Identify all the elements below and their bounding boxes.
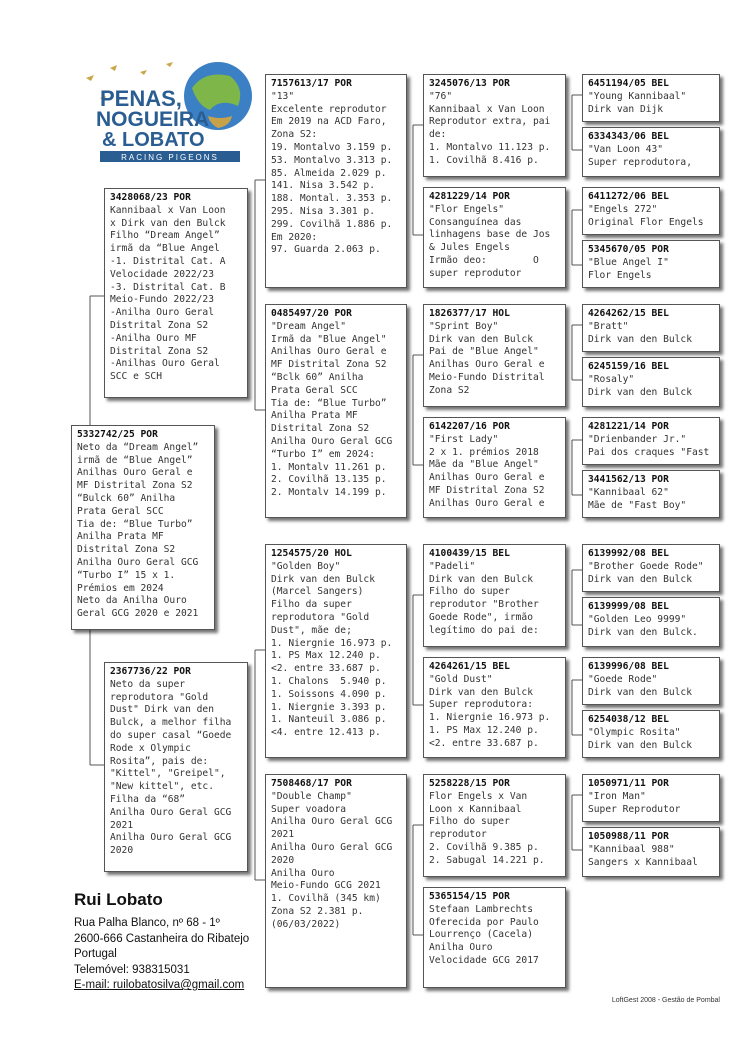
note-line: 1. PS Max 12.240 p. xyxy=(271,650,381,662)
logo-line-3: & LOBATO xyxy=(102,129,205,151)
ring-number: 4100439/15 BEL xyxy=(429,548,510,559)
owner-city: 2600-666 Castanheira do Ribatejo xyxy=(74,932,250,945)
note-line: Dirk van den Bulck xyxy=(271,573,375,585)
note-line: "Engels 272" xyxy=(588,203,658,215)
note-line: Rode x Olympic xyxy=(110,742,191,754)
note-line: reprodutor "Brother xyxy=(429,599,539,611)
pigeon-card-g4-12[interactable] xyxy=(582,710,720,758)
note-line: 85. Almeida 2.029 p. xyxy=(271,167,387,179)
note-line: de: xyxy=(429,129,447,141)
note-line: "Flor Engels" xyxy=(429,203,505,215)
note-line: x Dirk van den Bulck xyxy=(110,217,226,229)
note-line: "New kittel", etc. xyxy=(110,781,214,793)
pigeon-notes xyxy=(588,727,714,753)
pigeon-card-g4-6[interactable] xyxy=(582,357,720,407)
logo-line-2: NOGUEIRA xyxy=(96,108,210,131)
pigeon-card-g3-3[interactable] xyxy=(423,304,566,407)
note-line: "Drienbander Jr." xyxy=(588,433,687,445)
note-line: Anilha Prata MF xyxy=(271,410,358,422)
note-line: 1. Nanteuil 3.086 p. xyxy=(271,714,387,726)
note-line: irmã de “Blue Angel” xyxy=(77,454,193,466)
note-line: "Van Loon 43" xyxy=(588,143,664,155)
note-line: Velocidade GCG 2017 xyxy=(429,954,539,966)
note-line: Zona S2 xyxy=(429,384,470,396)
note-line: MF Distrital Zona S2 xyxy=(77,480,193,492)
pigeon-notes xyxy=(588,791,714,817)
logo-graphic xyxy=(80,58,258,166)
note-line: "Kannibaal 988" xyxy=(588,843,675,855)
note-line: Flor Engels xyxy=(588,269,652,281)
note-line: Neto da super xyxy=(110,678,186,690)
note-line: "Gold Dust" xyxy=(429,673,493,685)
note-line: <2. entre 33.687 p. xyxy=(271,663,381,675)
note-line: “Bclk 60” Anilha xyxy=(271,371,364,383)
note-line: Dirk van den Bulck xyxy=(588,386,692,398)
note-line: Anilha Ouro xyxy=(429,942,493,954)
pigeon-notes xyxy=(588,674,714,700)
pigeon-card-g4-4[interactable] xyxy=(582,240,720,288)
ring-number: 1826377/17 HOL xyxy=(429,308,510,319)
note-line: "Young Kannibaal" xyxy=(588,90,687,102)
note-line: 53. Montalvo 3.313 p. xyxy=(271,154,393,166)
note-line: Oferecida por Paulo xyxy=(429,916,539,928)
note-line: "Blue Angel I" xyxy=(588,256,669,268)
note-line: Stefaan Lambrechts xyxy=(429,903,533,915)
note-line: 1. Soissons 4.090 p. xyxy=(271,688,387,700)
note-line: Anilha Ouro Geral GCG xyxy=(271,841,393,853)
ring-number: 7508468/17 POR xyxy=(271,778,352,789)
pigeon-notes xyxy=(429,561,560,638)
note-line: 188. Montal. 3.353 p. xyxy=(271,193,393,205)
note-line: 1. Covilhã (345 km) xyxy=(271,893,381,905)
note-line: 1. Montalvo 11.123 p. xyxy=(429,141,551,153)
loft-logo xyxy=(80,58,258,166)
note-line: MF Distrital Zona S2 xyxy=(429,484,545,496)
note-line: legítimo do pai de: xyxy=(429,624,539,636)
note-line: -Anilhas Ouro Geral xyxy=(110,358,220,370)
pigeon-card-g4-3[interactable] xyxy=(582,187,720,235)
pigeon-card-g3-8[interactable] xyxy=(423,887,566,988)
note-line: Filho da super xyxy=(271,599,352,611)
note-line: 295. Nisa 3.301 p. xyxy=(271,205,375,217)
pigeon-card-g3-6[interactable] xyxy=(423,657,566,758)
pigeon-card-g4-11[interactable] xyxy=(582,657,720,705)
ring-number: 5332742/25 POR xyxy=(77,429,158,440)
pigeon-notes xyxy=(271,321,401,500)
note-line: Anilha Ouro Geral GCG xyxy=(110,806,232,818)
pigeon-card-g4-7[interactable] xyxy=(582,417,720,465)
note-line: "Kittel", "Greipel", xyxy=(110,768,226,780)
note-line: Tia de: “Blue Turbo” xyxy=(77,518,193,530)
note-line: Excelente reprodutor xyxy=(271,103,387,115)
owner-address: Rua Palha Blanco, nº 68 - 1º xyxy=(74,917,220,929)
note-line: Meio-Fundo 2022/23 xyxy=(110,294,214,306)
ring-number: 6334343/06 BEL xyxy=(588,131,669,142)
ring-number: 6451194/05 BEL xyxy=(588,78,669,89)
note-line: Reprodutor extra, pai xyxy=(429,116,551,128)
note-line: Dirk van den Bulck xyxy=(588,333,692,345)
ring-number: 6139996/08 BEL xyxy=(588,661,669,672)
pigeon-notes xyxy=(588,257,714,283)
ring-number: 1050988/11 POR xyxy=(588,831,669,842)
note-line: "Kannibaal 62" xyxy=(588,486,669,498)
note-line: Kannibaal x Van Loon xyxy=(429,103,545,115)
note-line: "Brother Goede Rode" xyxy=(588,560,704,572)
note-line: 1. Chalons 5.940 p. xyxy=(271,675,387,687)
pigeon-notes xyxy=(429,904,560,968)
ring-number: 6139999/08 BEL xyxy=(588,601,669,612)
note-line: Filha da “68” xyxy=(110,793,186,805)
pigeon-notes xyxy=(429,321,560,398)
note-line: Prata Geral SCC xyxy=(271,384,358,396)
note-line: 1. PS Max 12.240 p. xyxy=(429,724,539,736)
note-line: Anilhas Ouro Geral e xyxy=(429,359,545,371)
pigeon-notes xyxy=(110,205,242,384)
note-line: 2. Covilhã 13.135 p. xyxy=(271,474,387,486)
note-line: Filho “Dream Angel” xyxy=(110,230,220,242)
note-line: <2. entre 33.687 p. xyxy=(429,737,539,749)
note-line: Dust" Dirk van den xyxy=(110,704,214,716)
pigeon-notes xyxy=(588,844,714,870)
note-line: 1. Niergnie 16.973 p. xyxy=(271,637,393,649)
owner-country: Portugal xyxy=(74,948,117,960)
note-line: -1. Distrital Cat. A xyxy=(110,255,226,267)
note-line: Pai dos craques "Fast xyxy=(588,446,710,458)
ring-number: 3428068/23 POR xyxy=(110,192,191,203)
note-line: Irmão deo: O xyxy=(429,254,539,266)
owner-phone: Telemóvel: 938315031 xyxy=(74,963,190,976)
note-line: Lourrenço (Cacela) xyxy=(429,929,533,941)
pigeon-card-g2-1[interactable] xyxy=(265,74,407,288)
note-line: 299. Covilhã 1.886 p. xyxy=(271,218,393,230)
pigeon-card-g4-10[interactable] xyxy=(582,597,720,647)
ring-number: 1254575/20 HOL xyxy=(271,548,352,559)
note-line: Em 2020: xyxy=(271,231,318,243)
note-line: Anilhas Ouro Geral e xyxy=(271,346,387,358)
ring-number: 3441562/13 POR xyxy=(588,474,669,485)
ring-number: 7157613/17 POR xyxy=(271,78,352,89)
pigeon-notes xyxy=(588,374,714,400)
note-line: Goede Rode", irmão xyxy=(429,611,533,623)
note-line: "Iron Man" xyxy=(588,790,646,802)
pigeon-notes xyxy=(271,561,401,740)
note-line: 141. Nisa 3.542 p. xyxy=(271,180,375,192)
pigeon-card-g3-7[interactable] xyxy=(423,774,566,877)
pigeon-notes xyxy=(429,204,560,281)
owner-details xyxy=(74,890,249,994)
note-line: 2021 xyxy=(271,829,295,841)
ring-number: 1050971/11 POR xyxy=(588,778,669,789)
note-line: Loon x Kannibaal xyxy=(429,803,522,815)
note-line: Anilha Prata MF xyxy=(77,531,164,543)
note-line: Dirk van den Bulck xyxy=(588,573,692,585)
pigeon-notes xyxy=(588,91,714,117)
pigeon-notes xyxy=(588,487,714,513)
note-line: “Turbo I” 15 x 1. xyxy=(77,569,176,581)
pigeon-card-g3-2[interactable] xyxy=(423,187,566,288)
note-line: Em 2019 na ACD Faro, xyxy=(271,116,387,128)
pigeon-notes xyxy=(429,791,560,868)
ring-number: 5258228/15 POR xyxy=(429,778,510,789)
note-line: -Anilha Ouro MF xyxy=(110,332,197,344)
note-line: <4. entre 12.413 p. xyxy=(271,727,381,739)
note-line: "Golden Leo 9999" xyxy=(588,613,687,625)
note-line: 1. Montalv 11.261 p. xyxy=(271,461,387,473)
note-line: Dirk van den Bulck xyxy=(429,333,533,345)
note-line: Neto da “Dream Angel” xyxy=(77,441,199,453)
note-line: Bulck, a melhor filha xyxy=(110,717,232,729)
note-line: Super voadora xyxy=(271,803,347,815)
ring-number: 6245159/16 BEL xyxy=(588,361,669,372)
pigeon-notes xyxy=(588,434,714,460)
note-line: 2. Sabugal 14.221 p. xyxy=(429,854,545,866)
ring-number: 3245076/13 POR xyxy=(429,78,510,89)
note-line: -3. Distrital Cat. B xyxy=(110,281,226,293)
note-line: "Padeli" xyxy=(429,560,476,572)
note-line: Filho do super xyxy=(429,586,510,598)
note-line: Dirk van den Bulck xyxy=(429,573,533,585)
pigeon-notes xyxy=(110,679,242,858)
pigeon-notes xyxy=(588,321,714,347)
note-line: 19. Montalvo 3.159 p. xyxy=(271,141,393,153)
note-line: 2. Montalv 14.199 p. xyxy=(271,487,387,499)
note-line: 1. Covilhã 8.416 p. xyxy=(429,154,539,166)
note-line: "76" xyxy=(429,90,453,102)
note-line: "Double Champ" xyxy=(271,790,352,802)
note-line: 1. Niergnie 16.973 p. xyxy=(429,712,551,724)
pigeon-card-dam[interactable] xyxy=(104,662,248,872)
pigeon-notes xyxy=(588,614,714,640)
note-line: Rosita”, pais de: xyxy=(110,755,209,767)
logo-line-1: PENAS, xyxy=(100,86,182,111)
note-line: 2021 xyxy=(110,819,134,831)
note-line: "Olympic Rosita" xyxy=(588,726,681,738)
note-line: (Marcel Sangers) xyxy=(271,586,364,598)
note-line: Anilhas Ouro Geral e xyxy=(429,472,545,484)
note-line: Distrital Zona S2 xyxy=(77,544,176,556)
note-line: 2 x 1. prémios 2018 xyxy=(429,446,539,458)
ring-number: 4264262/15 BEL xyxy=(588,308,669,319)
note-line: Anilha Ouro Geral GCG xyxy=(77,556,199,568)
ring-number: 4281229/14 POR xyxy=(429,191,510,202)
note-line: irmã da “Blue Angel xyxy=(110,243,220,255)
pigeon-card-g4-14[interactable] xyxy=(582,827,720,877)
note-line: super reprodutor xyxy=(429,267,522,279)
note-line: Zona S2 2.381 p. xyxy=(271,905,364,917)
pigeon-card-subject[interactable] xyxy=(71,425,215,630)
note-line: do super casal “Goede xyxy=(110,729,232,741)
pigeon-card-g3-5[interactable] xyxy=(423,544,566,647)
pigeon-card-g4-13[interactable] xyxy=(582,774,720,822)
note-line: "First Lady" xyxy=(429,433,499,445)
pigeon-card-g4-8[interactable] xyxy=(582,470,720,518)
note-line: Meio-Fundo GCG 2021 xyxy=(271,880,381,892)
note-line: Kannibaal x Van Loon xyxy=(110,204,226,216)
note-line: Anilhas Ouro Geral e xyxy=(429,497,545,509)
note-line: Anilha Ouro Geral GCG xyxy=(271,435,393,447)
ring-number: 4281221/14 POR xyxy=(588,421,669,432)
note-line: "Dream Angel" xyxy=(271,320,347,332)
note-line: Sangers x Kannibaal xyxy=(588,856,698,868)
owner-email-link[interactable]: E-mail: ruilobatosilva@gmail.com xyxy=(74,979,245,991)
note-line: (06/03/2022) xyxy=(271,918,341,930)
note-line: MF Distrital Zona S2 xyxy=(271,359,387,371)
software-footer: LoftGest 2008 - Gestão de Pombal xyxy=(611,997,720,1004)
note-line: 2. Covilhã 9.385 p. xyxy=(429,841,539,853)
ring-number: 0485497/20 POR xyxy=(271,308,352,319)
pigeon-notes xyxy=(588,561,714,587)
note-line: Distrital Zona S2 xyxy=(110,319,209,331)
note-line: Dirk van den Bulck xyxy=(588,739,692,751)
note-line: “Turbo I” em 2024: xyxy=(271,448,375,460)
note-line: Tia de: “Blue Turbo” xyxy=(271,397,387,409)
note-line: Original Flor Engels xyxy=(588,216,704,228)
note-line: "Sprint Boy" xyxy=(429,320,499,332)
pigeon-notes xyxy=(429,674,560,751)
note-line: Meio-Fundo Distrital xyxy=(429,371,545,383)
note-line: Mãe da "Blue Angel" xyxy=(429,459,539,471)
note-line: Geral GCG 2020 e 2021 xyxy=(77,608,199,620)
pigeon-notes xyxy=(588,144,714,170)
note-line: linhagens base de Jos xyxy=(429,229,551,241)
note-line: Super reprodutora: xyxy=(429,699,533,711)
note-line: Filho do super xyxy=(429,816,510,828)
note-line: 2020 xyxy=(110,845,134,857)
pigeon-notes xyxy=(429,91,560,168)
note-line: 1. Niergnie 3.393 p. xyxy=(271,701,387,713)
pigeon-card-g4-1[interactable] xyxy=(582,74,720,122)
note-line: Distrital Zona S2 xyxy=(271,423,370,435)
note-line: "Bratt" xyxy=(588,320,629,332)
pigeon-card-g2-2[interactable] xyxy=(265,304,407,518)
note-line: Dirk van den Bulck xyxy=(588,686,692,698)
note-line: "Goede Rode" xyxy=(588,673,658,685)
ring-number: 6142207/16 POR xyxy=(429,421,510,432)
note-line: Irmã da "Blue Angel" xyxy=(271,333,387,345)
note-line: Prata Geral SCC xyxy=(77,505,164,517)
note-line: Velocidade 2022/23 xyxy=(110,268,214,280)
ring-number: 6254038/12 BEL xyxy=(588,714,669,725)
pigeon-card-g4-2[interactable] xyxy=(582,127,720,177)
note-line: Super Reprodutor xyxy=(588,803,681,815)
note-line: Anilha Ouro Geral GCG xyxy=(271,816,393,828)
ring-number: 4264261/15 BEL xyxy=(429,661,510,672)
note-line: & Jules Engels xyxy=(429,242,510,254)
note-line: Dust", mãe de; xyxy=(271,624,352,636)
note-line: Pai de "Blue Angel" xyxy=(429,346,539,358)
pigeon-card-g3-4[interactable] xyxy=(423,417,566,518)
note-line: Dirk van den Bulck xyxy=(429,686,533,698)
note-line: Anilha Ouro Geral GCG xyxy=(110,832,232,844)
note-line: reprodutora "Gold xyxy=(110,691,209,703)
pigeon-notes xyxy=(77,442,209,621)
pigeon-notes xyxy=(429,434,560,511)
note-line: "13" xyxy=(271,90,295,102)
note-line: -Anilha Ouro Geral xyxy=(110,307,214,319)
note-line: Anilhas Ouro Geral e xyxy=(77,467,193,479)
pigeon-card-g2-4[interactable] xyxy=(265,774,407,988)
note-line: reprodutora "Gold xyxy=(271,611,370,623)
note-line: Flor Engels x Van xyxy=(429,790,528,802)
note-line: SCC e SCH xyxy=(110,371,162,383)
pigeon-notes xyxy=(271,91,401,257)
logo-tagline: RACING PIGEONS xyxy=(121,153,219,162)
note-line: Dirk van den Bulck. xyxy=(588,626,698,638)
pigeon-card-sire[interactable] xyxy=(104,188,248,398)
pigeon-card-g2-3[interactable] xyxy=(265,544,407,758)
note-line: 97. Guarda 2.063 p. xyxy=(271,244,381,256)
note-line: “Bulck 60” Anilha xyxy=(77,492,176,504)
pigeon-notes xyxy=(271,791,401,932)
ring-number: 6411272/06 BEL xyxy=(588,191,669,202)
note-line: Super reprodutora, xyxy=(588,156,692,168)
note-line: Prémios em 2024 xyxy=(77,582,164,594)
ring-number: 2367736/22 POR xyxy=(110,666,191,677)
note-line: "Rosaly" xyxy=(588,373,635,385)
note-line: Consanguínea das xyxy=(429,216,522,228)
pigeon-card-g4-9[interactable] xyxy=(582,544,720,592)
note-line: Neto da Anilha Ouro xyxy=(77,595,187,607)
note-line: Zona S2: xyxy=(271,129,318,141)
note-line: reprodutor xyxy=(429,829,487,841)
note-line: Dirk van Dijk xyxy=(588,103,664,115)
ring-number: 6139992/08 BEL xyxy=(588,548,669,559)
pigeon-card-g3-1[interactable] xyxy=(423,74,566,177)
note-line: 2020 xyxy=(271,854,295,866)
ring-number: 5345670/05 POR xyxy=(588,244,669,255)
ring-number: 5365154/15 POR xyxy=(429,891,510,902)
pigeon-notes xyxy=(588,204,714,230)
pigeon-card-g4-5[interactable] xyxy=(582,304,720,352)
note-line: Distrital Zona S2 xyxy=(110,345,209,357)
owner-name: Rui Lobato xyxy=(74,890,163,909)
note-line: Mãe de "Fast Boy" xyxy=(588,499,687,511)
note-line: Anilha Ouro xyxy=(271,867,335,879)
note-line: "Golden Boy" xyxy=(271,560,341,572)
